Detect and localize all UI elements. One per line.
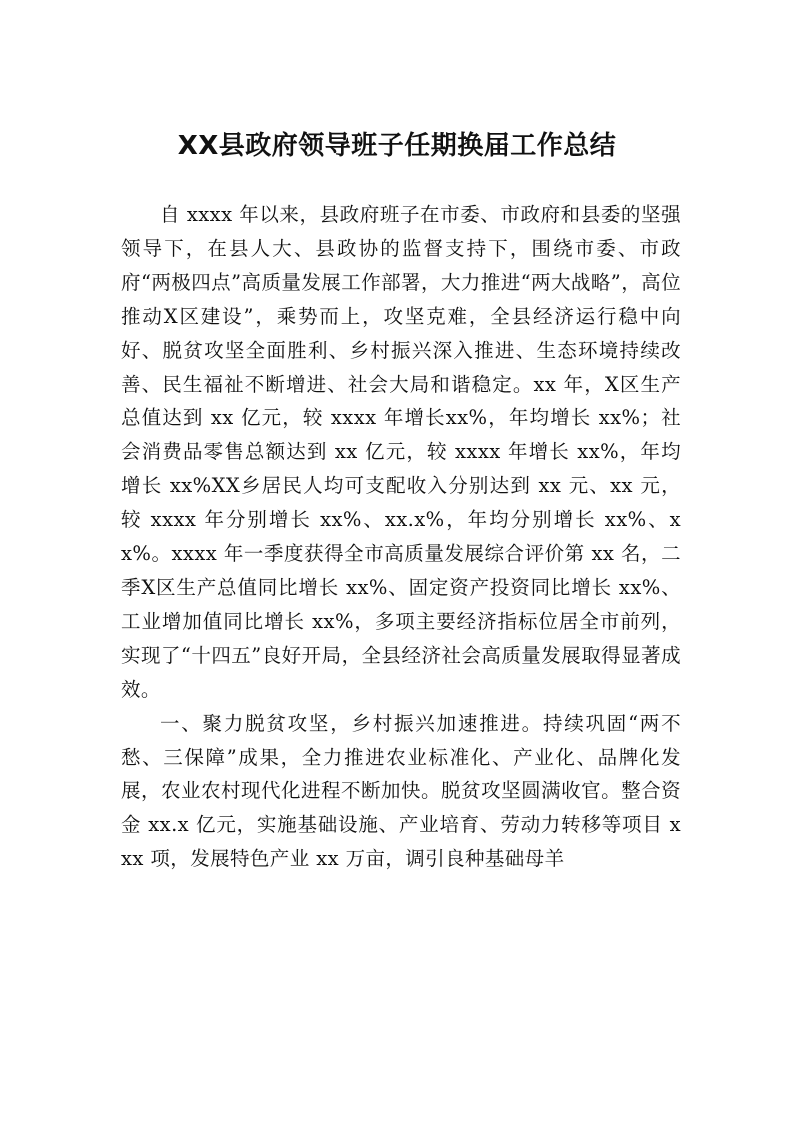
document-body [121,198,681,876]
document-title: XX县政府领导班子任期换届工作总结 [177,131,617,161]
paragraph-intro: 自 xxxx 年以来，县政府班子在市委、市政府和县委的坚强领导下，在县人大、县政协的监督支持下，围绕市委、市政府“两极四点”高质量发展工作部署，大力推进“两大战略”，高位推动X区建设”，乘势而上，攻坚克难，全县经济运行稳中向好、脱贫攻坚全面胜利、乡村振兴深入推进、生态环境持续改善、民生福祉不断增进、社会大局和谐稳定。xx 年，X区生产总值达到 xx 亿元，较 xxxx 年增长xx%，年均增长 xx%；社会消费品零售总额达到 xx 亿元，较 xxxx 年增长 xx%，年均增长 xx%XX乡居民人均可支配收入分别达到 xx 元、xx 元，较 xxxx 年分别增长 xx%、xx.x%，年均分别增长 xx%、xx%。xxxx 年一季度获得全市高质量发展综合评价第 xx 名，二季X区生产总值同比增长 xx%、固定资产投资同比增长 xx%、工业增加值同比增长 xx%，多项主要经济指标位居全市前列，实现了“十四五”良好开局，全县经济社会高质量发展取得显著成效。 [121,203,681,701]
paragraph-section-one: 一、聚力脱贫攻坚，乡村振兴加速推进。持续巩固“两不愁、三保障”成果，全力推进农业标准化、产业化、品牌化发展，农业农村现代化进程不断加快。脱贫攻坚圆满收官。整合资金 xx.x 亿元，实施基础设施、产业培育、劳动力转移等项目 xxx 项，发展特色产业 xx 万亩，调引良种基础母羊 [121,711,681,871]
